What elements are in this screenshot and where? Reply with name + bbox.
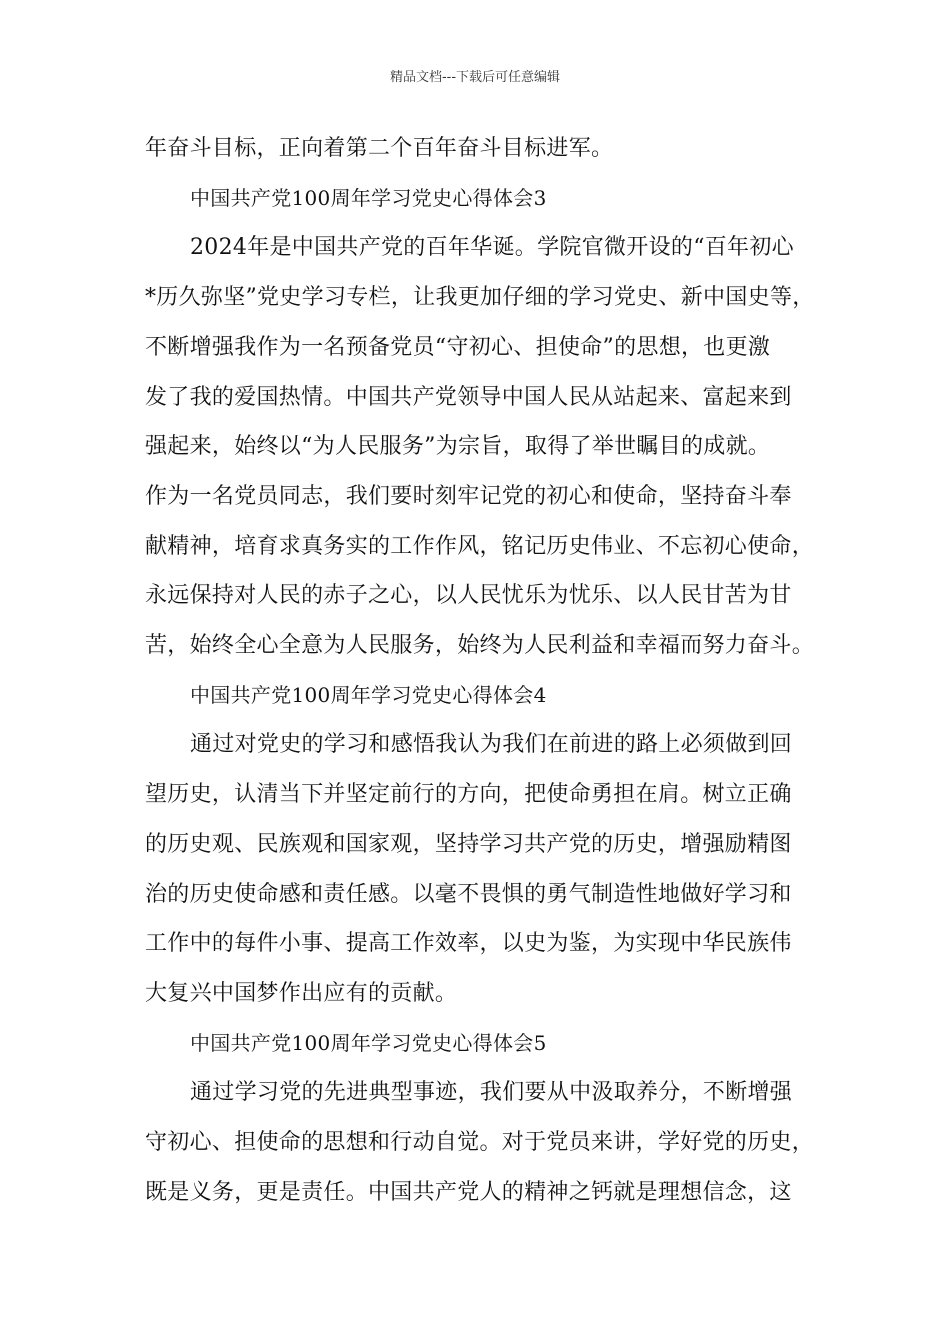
text-line: 通过对党史的学习和感悟我认为我们在前进的路上必须做到回 [190,732,793,758]
text-line: 作为一名党员同志，我们要时刻牢记党的初心和使命，坚持奋斗奉 [145,483,792,509]
text-line: 强起来，始终以“为人民服务”为宗旨，取得了举世瞩目的成就。 [145,434,771,460]
section-heading: 中国共产党100周年学习党史心得体会5 [190,1030,547,1055]
text-line: 大复兴中国梦作出应有的贡献。 [145,980,458,1006]
text-line: 发了我的爱国热情。中国共产党领导中国人民从站起来、富起来到 [145,384,792,410]
text-line: 守初心、担使命的思想和行动自觉。对于党员来讲，学好党的历史， [145,1130,815,1156]
text-line: 既是义务，更是责任。中国共产党人的精神之钙就是理想信念，这 [145,1179,792,1205]
text-line: 通过学习党的先进典型事迹，我们要从中汲取养分，不断增强 [190,1080,793,1106]
text-line: 不断增强我作为一名预备党员“守初心、担使命”的思想，也更激 [145,334,771,360]
text-line: 工作中的每件小事、提高工作效率，以史为鉴，为实现中华民族伟 [145,931,792,957]
text-line: 献精神，培育求真务实的工作作风，铭记历史伟业、不忘初心使命， [145,533,815,559]
section-heading: 中国共产党100周年学习党史心得体会3 [190,185,547,210]
document-body [145,124,815,1217]
text-line: 2024年是中国共产党的百年华诞。学院官微开设的“百年初心 [190,235,794,261]
text-line: 苦，始终全心全意为人民服务，始终为人民利益和幸福而努力奋斗。 [145,633,815,659]
text-line: 年奋斗目标，正向着第二个百年奋斗目标进军。 [145,136,614,161]
text-line: *历久弥坚”党史学习专栏，让我更加仔细的学习党史、新中国史等， [145,285,815,311]
text-line: 永远保持对人民的赤子之心，以人民忧乐为忧乐、以人民甘苦为甘 [145,583,792,609]
text-line: 的历史观、民族观和国家观，坚持学习共产党的历史，增强励精图 [145,831,792,857]
text-line: 望历史，认清当下并坚定前行的方向，把使命勇担在肩。树立正确 [145,782,792,808]
section-heading: 中国共产党100周年学习党史心得体会4 [190,682,547,707]
text-line: 治的历史使命感和责任感。以毫不畏惧的勇气制造性地做好学习和 [145,881,792,907]
page-header: 精品文档---下载后可任意编辑 [389,70,561,85]
